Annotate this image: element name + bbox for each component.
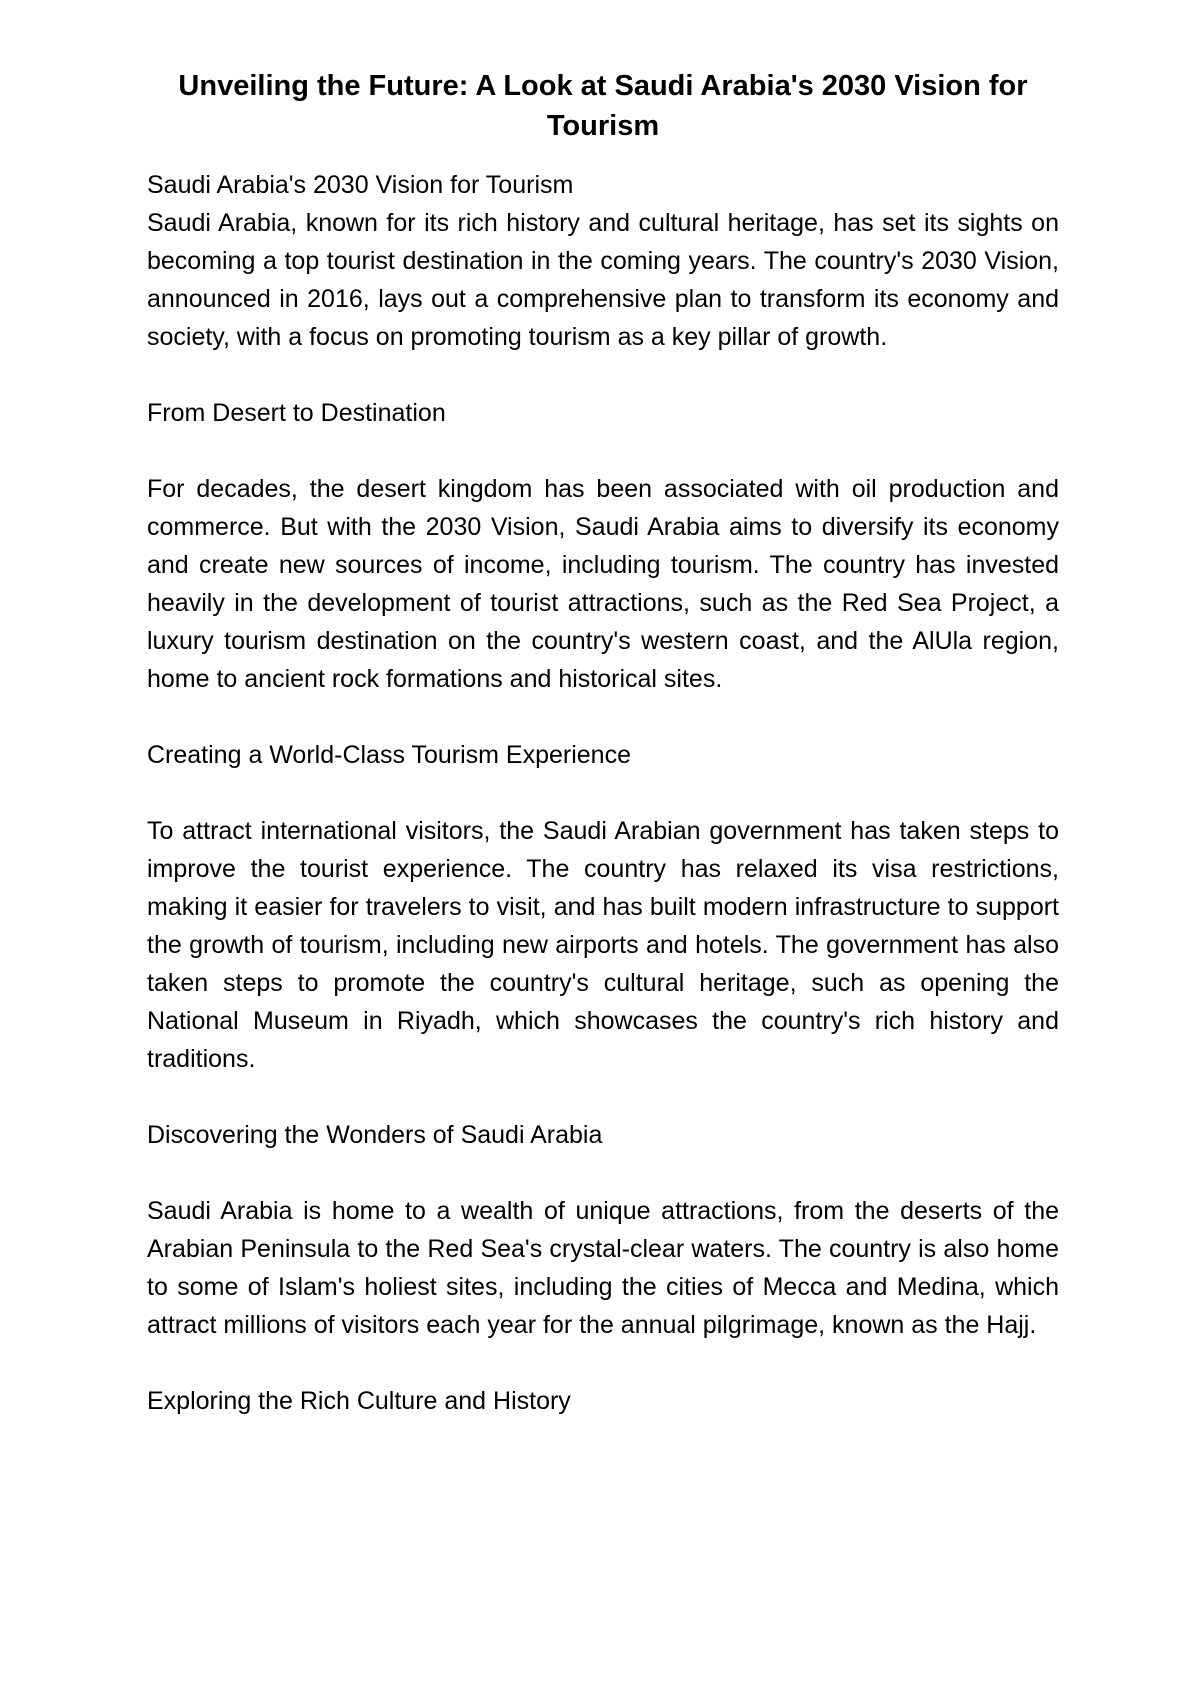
document-page bbox=[147, 66, 1059, 1420]
paragraph-gap bbox=[147, 432, 1059, 470]
section-body: For decades, the desert kingdom has been associated with oil production and commerce. But with the 2030 Vision, Saudi Arabia aims to diversify its economy and create new sources of income, including tourism. The country has invested heavily in the development of tourist attractions, such as the Red Sea Project, a luxury tourism destination on the country's western coast, and the AlUla region, home to ancient rock formations and historical sites. bbox=[147, 475, 1059, 693]
document-title: Unveiling the Future: A Look at Saudi Arabia's 2030 Vision for Tourism bbox=[178, 70, 1028, 142]
section bbox=[147, 394, 1059, 698]
paragraph-gap bbox=[147, 698, 1059, 736]
paragraph-gap bbox=[147, 1154, 1059, 1192]
section-body: Saudi Arabia is home to a wealth of unique attractions, from the deserts of the Arabian Peninsula to the Red Sea's crystal-clear waters. The country is also home to some of Islam's holiest sites, including the cities of Mecca and Medina, which attract millions of visitors each year for the annual pilgrimage, known as the Hajj. bbox=[147, 1197, 1059, 1339]
section bbox=[147, 1116, 1059, 1344]
section bbox=[147, 166, 1059, 356]
section-body: Saudi Arabia, known for its rich history and cultural heritage, has set its sights on becoming a top tourist destination in the coming years. The country's 2030 Vision, announced in 2016, lays out a comprehensive plan to transform its economy and society, with a focus on promoting tourism as a key pillar of growth. bbox=[147, 209, 1059, 351]
paragraph-gap bbox=[147, 1344, 1059, 1382]
section-heading: Exploring the Rich Culture and History bbox=[147, 1387, 571, 1415]
paragraph-gap bbox=[147, 356, 1059, 394]
paragraph-gap bbox=[147, 774, 1059, 812]
section bbox=[147, 736, 1059, 1078]
paragraph-gap bbox=[147, 1078, 1059, 1116]
section-heading: Saudi Arabia's 2030 Vision for Tourism bbox=[147, 171, 574, 199]
section-body: To attract international visitors, the Saudi Arabian government has taken steps to improve the tourist experience. The country has relaxed its visa restrictions, making it easier for travelers to visit, and has built modern infrastructure to support the growth of tourism, including new airports and hotels. The government has also taken steps to promote the country's cultural heritage, such as opening the National Museum in Riyadh, which showcases the country's rich history and traditions. bbox=[147, 817, 1059, 1073]
section bbox=[147, 1382, 1059, 1420]
section-heading: Discovering the Wonders of Saudi Arabia bbox=[147, 1121, 603, 1149]
section-heading: From Desert to Destination bbox=[147, 399, 446, 427]
section-heading: Creating a World-Class Tourism Experience bbox=[147, 741, 631, 769]
